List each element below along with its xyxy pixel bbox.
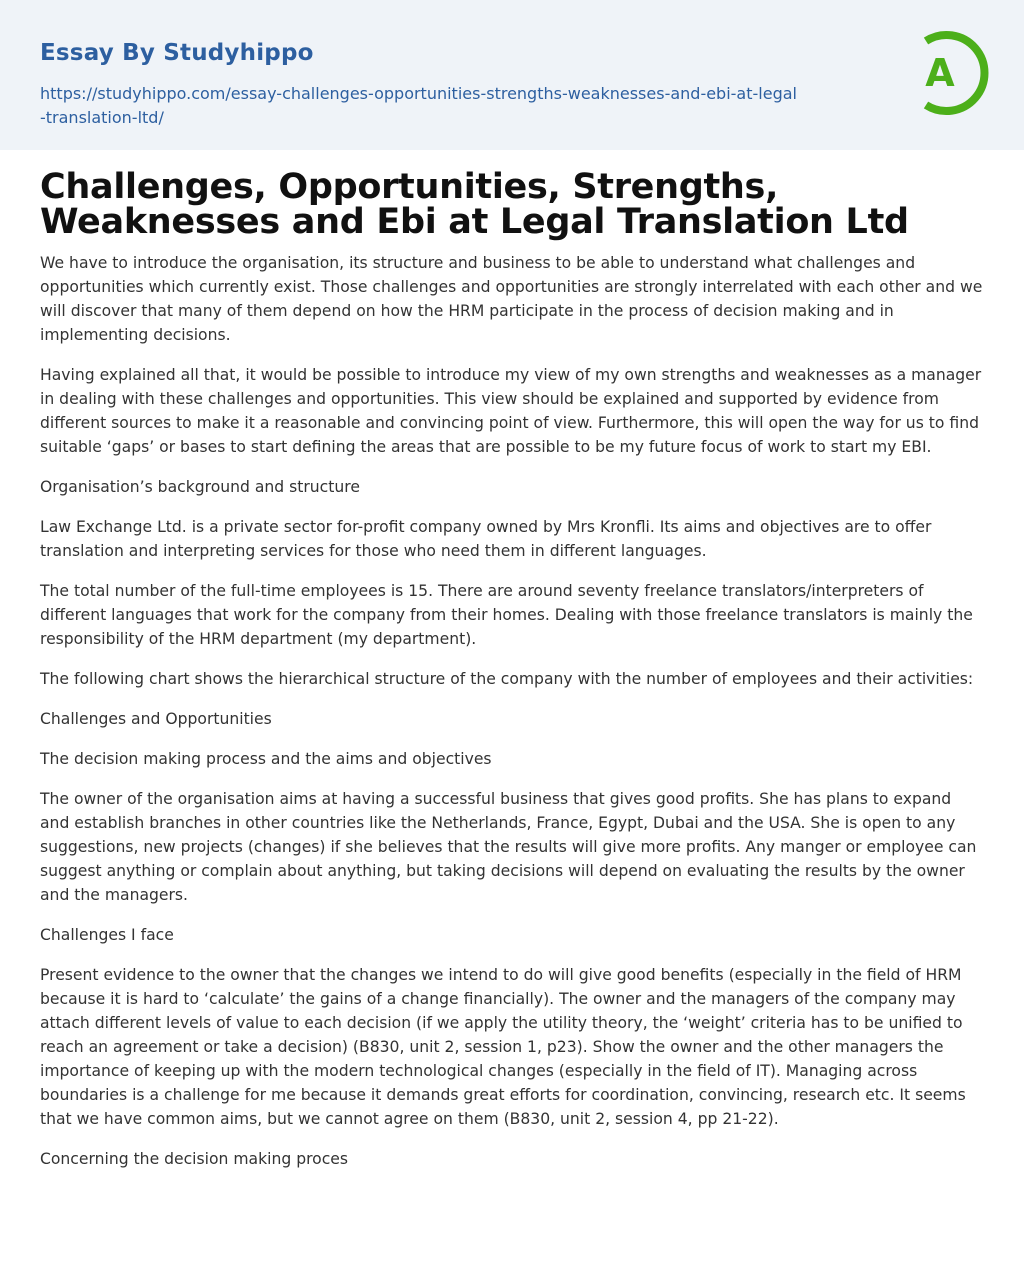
paragraph: Law Exchange Ltd. is a private sector for-profit company owned by Mrs Kronfli. Its aims and objectives are to offer translation and interpreting services for those who need them in different languages. <box>40 518 932 560</box>
paragraph: Concerning the decision making proces <box>40 1150 348 1168</box>
paragraph: Present evidence to the owner that the changes we intend to do will give good benefits (especially in the field of HRM because it is hard to ‘calculate’ the gains of a change financially). The owner and the managers of the company may attach different levels of value to each decision (if we apply the utility theory, the ‘weight’ criteria has to be unified to reach an agreement or take a decision) (B830, unit 2, session 1, p23). Show the owner and the other managers the importance of keeping up with the modern technological changes (especially in the field of IT). Managing across boundaries is a challenge for me because it demands great efforts for coordination, convincing, research etc. It seems that we have common aims, but we cannot agree on them (B830, unit 2, session 4, pp 21-22). <box>40 966 966 1128</box>
essay-content <box>40 167 984 1187</box>
paragraph: The total number of the full-time employees is 15. There are around seventy freelance translators/interpreters of different languages that work for the company from their homes. Dealing with those freelance translators is mainly the responsibility of the HRM department (my department). <box>40 582 973 648</box>
logo-icon <box>904 25 992 117</box>
section-heading: Organisation’s background and structure <box>40 478 360 496</box>
paragraph: Having explained all that, it would be possible to introduce my view of my own strengths and weaknesses as a manager in dealing with these challenges and opportunities. This view should be explained and supported by evidence from different sources to make it a reasonable and convincing point of view. Furthermore, this will open the way for us to find suitable ‘gaps’ or bases to start defining the areas that are possible to be my future focus of work to start my EBI. <box>40 366 982 456</box>
section-heading: The decision making process and the aims and objectives <box>40 750 492 768</box>
paragraph: The owner of the organisation aims at having a successful business that gives good profits. She has plans to expand and establish branches in other countries like the Netherlands, France, Egypt, Dubai and the USA. She is open to any suggestions, new projects (changes) if she believes that the results will give more profits. Any manger or employee can suggest anything or complain about anything, but taking decisions will depend on evaluating the results by the owner and the managers. <box>40 790 977 904</box>
essay-url-link[interactable]: https://studyhippo.com/essay-challenges-opportunities-strengths-weaknesses-and-ebi-at-legal-translation-ltd/ <box>40 84 797 127</box>
paragraph: We have to introduce the organisation, its structure and business to be able to understand what challenges and opportunities which currently exist. Those challenges and opportunities are strongly interrelated with each other and we will discover that many of them depend on how the HRM participate in the process of decision making and in implementing decisions. <box>40 254 983 344</box>
site-title[interactable]: Essay By Studyhippo <box>40 40 314 66</box>
section-heading: Challenges and Opportunities <box>40 710 272 728</box>
site-header <box>0 0 1024 150</box>
logo-letter: A <box>925 51 955 95</box>
paragraph: The following chart shows the hierarchical structure of the company with the number of employees and their activities: <box>40 670 974 688</box>
essay-title: Challenges, Opportunities, Strengths, Weaknesses and Ebi at Legal Translation Ltd <box>40 167 909 242</box>
studyhippo-logo[interactable] <box>904 25 992 117</box>
section-heading: Challenges I face <box>40 926 174 944</box>
